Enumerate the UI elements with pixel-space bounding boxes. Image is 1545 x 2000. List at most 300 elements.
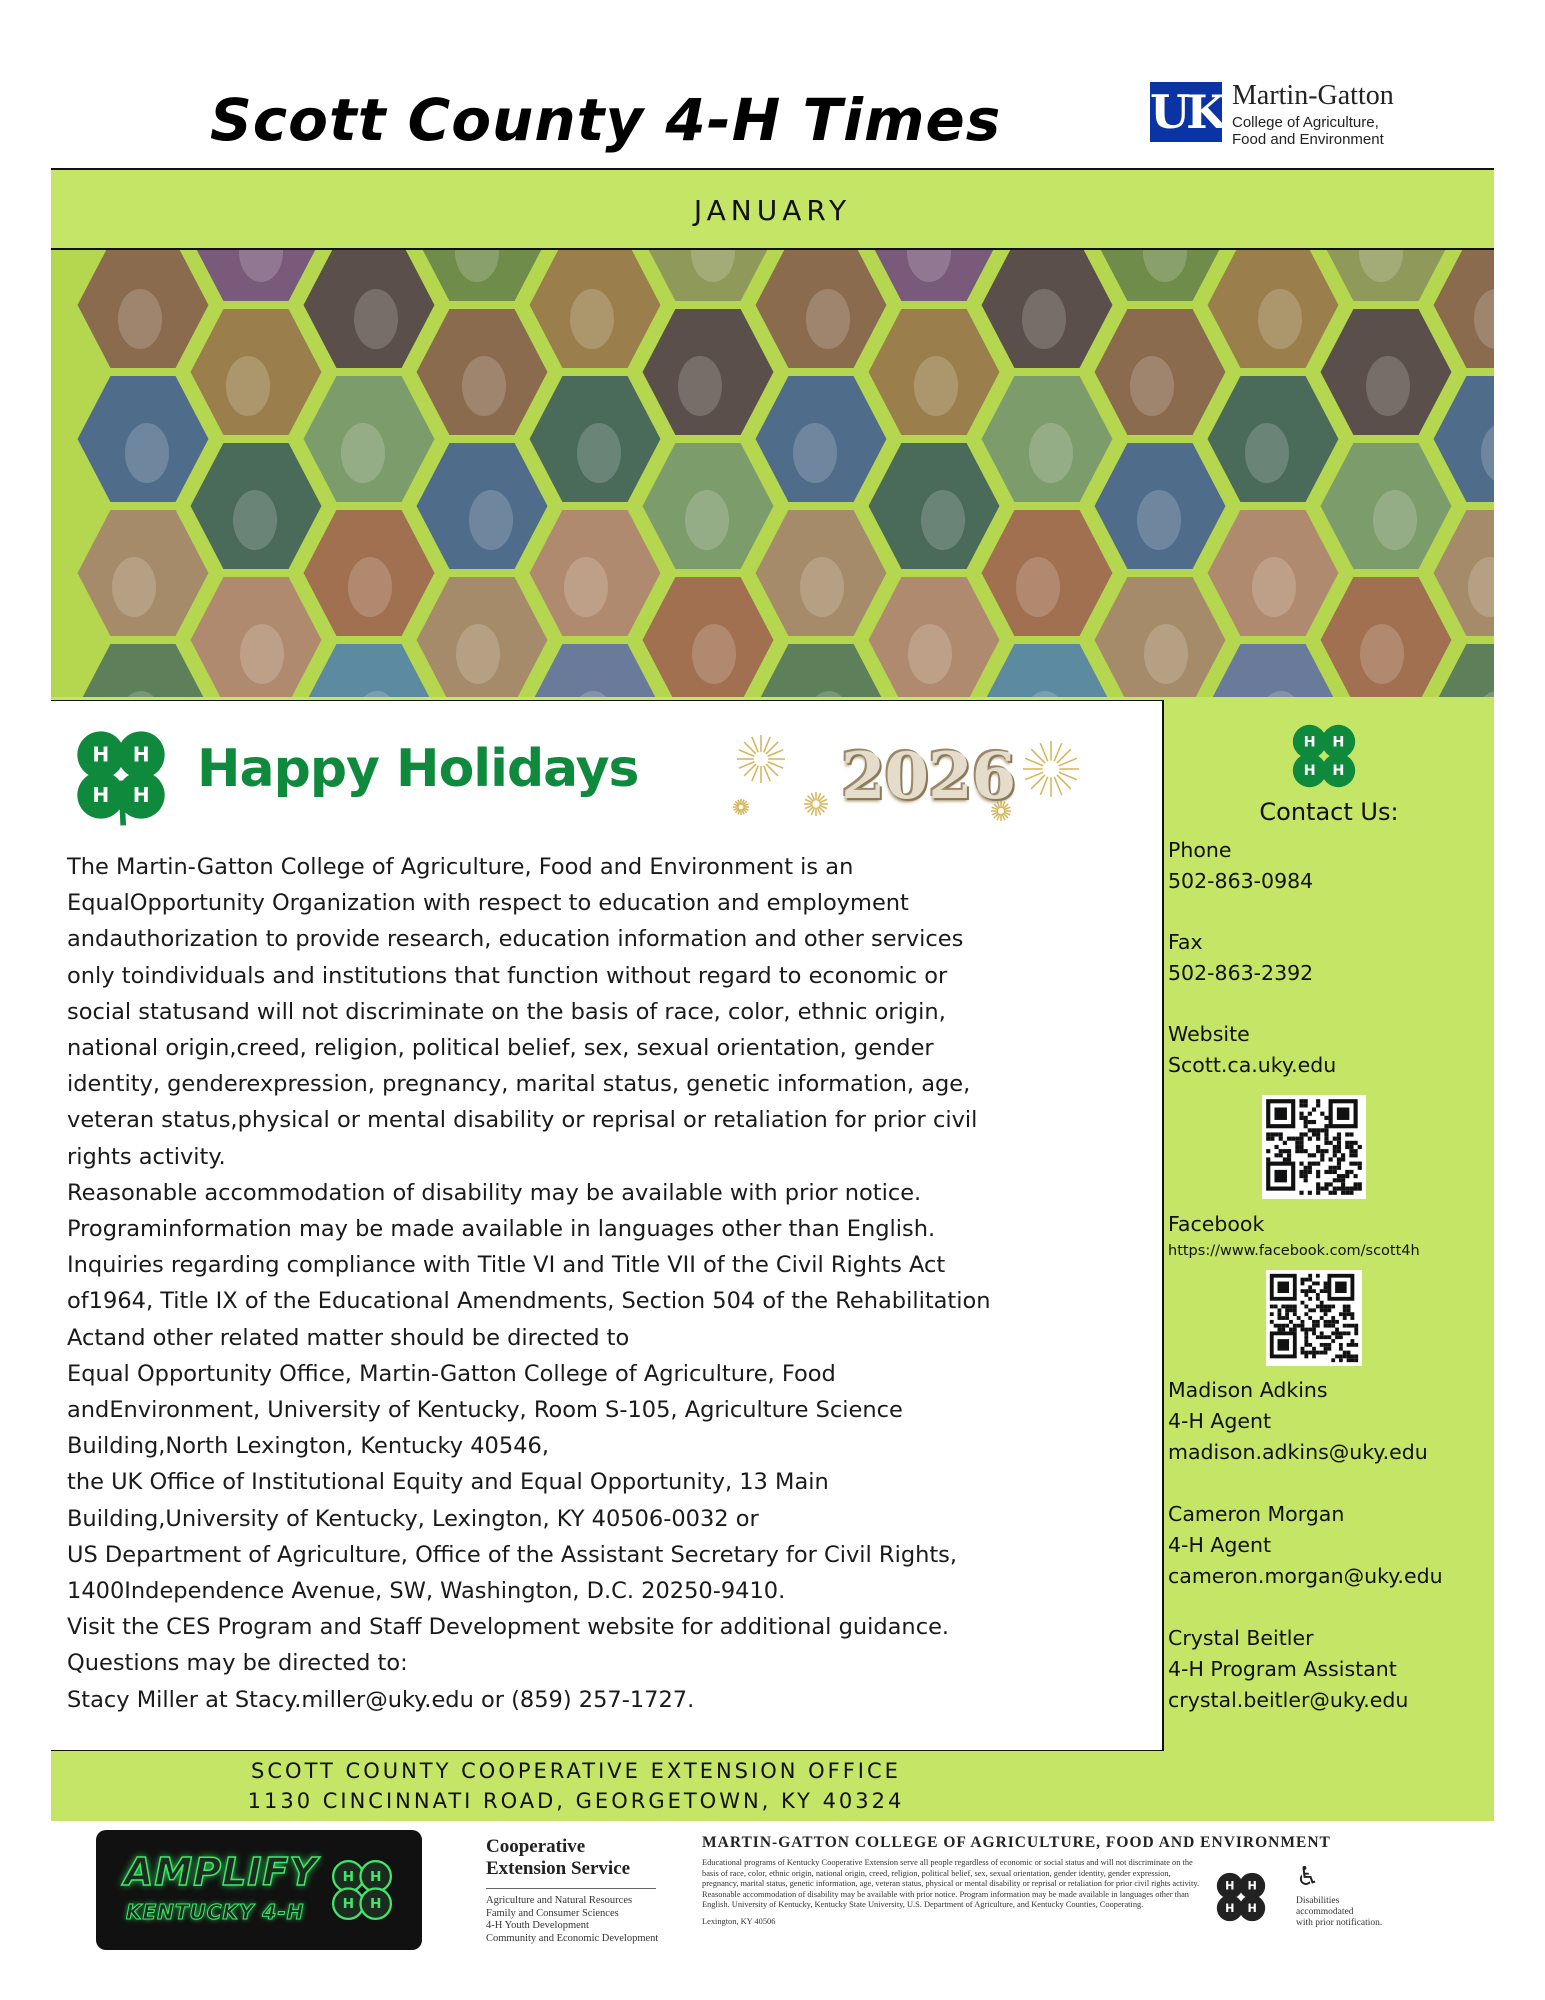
qr-module	[1341, 1178, 1345, 1182]
qr-module	[1299, 1162, 1303, 1166]
qr-module	[1304, 1289, 1308, 1293]
qr-module	[1320, 1351, 1324, 1355]
statement-line: the UK Office of Institutional Equity and Equal Opportunity, 13 Main	[67, 1469, 829, 1496]
qr-module	[1312, 1354, 1316, 1358]
qr-module	[1312, 1153, 1316, 1157]
qr-module	[1312, 1308, 1316, 1312]
photo-subject	[1258, 289, 1302, 349]
qr-module	[1339, 1358, 1343, 1362]
qr-module	[1299, 1191, 1303, 1195]
ces-program: 4-H Youth Development	[486, 1920, 589, 1931]
qr-module	[1349, 1170, 1353, 1174]
ces-program: Agriculture and Natural Resources	[486, 1895, 633, 1906]
statement-line: Programinformation may be made available in languages other than English.	[67, 1216, 936, 1243]
photo-subject	[914, 356, 958, 416]
qr-module	[1316, 1324, 1320, 1328]
equal-opportunity-statement	[67, 849, 1157, 1718]
staff-name: Madison Adkins	[1168, 1378, 1328, 1402]
photo-subject	[1366, 356, 1410, 416]
qr-module	[1337, 1149, 1341, 1153]
qr-module	[1299, 1145, 1303, 1149]
qr-module	[1341, 1153, 1345, 1157]
qr-module	[1339, 1343, 1343, 1347]
qr-module	[1316, 1187, 1320, 1191]
qr-module	[1324, 1351, 1328, 1355]
qr-module	[1316, 1145, 1320, 1149]
qr-module	[1289, 1305, 1293, 1309]
issue-month: JANUARY	[693, 194, 852, 227]
qr-module	[1333, 1149, 1337, 1153]
qr-module	[1287, 1137, 1291, 1141]
statement-line: Actand other related matter should be directed to	[67, 1324, 630, 1351]
qr-module	[1324, 1149, 1328, 1153]
qr-module	[1337, 1132, 1341, 1136]
qr-module	[1333, 1137, 1337, 1141]
qr-module	[1324, 1137, 1328, 1141]
qr-module	[1331, 1324, 1335, 1328]
contact-heading: Contact Us:	[1259, 798, 1399, 826]
photo-subject	[800, 557, 844, 617]
qr-module	[1343, 1354, 1347, 1358]
photo-subject	[1252, 557, 1296, 617]
qr-module	[1304, 1335, 1308, 1339]
photo-subject	[240, 624, 284, 684]
qr-module	[1278, 1324, 1282, 1328]
qr-module	[1349, 1141, 1353, 1145]
amplify-wordmark: AMPLIFY	[124, 1850, 318, 1894]
svg-text:H: H	[132, 782, 150, 807]
statement-line: EqualOpportunity Organization with respect to education and employment	[67, 890, 909, 917]
qr-module	[1274, 1324, 1278, 1328]
qr-module	[1331, 1316, 1335, 1320]
statement-line: identity, genderexpression, pregnancy, marital status, genetic information, age,	[67, 1071, 971, 1098]
uk-college-logo	[1150, 78, 1430, 148]
uk-logo-subtitle	[1232, 114, 1432, 148]
qr-module	[1324, 1343, 1328, 1347]
qr-module	[1312, 1324, 1316, 1328]
qr-module	[1347, 1358, 1351, 1362]
ces-title-line-2: Extension Service	[486, 1858, 631, 1879]
qr-finder-center	[1337, 1107, 1349, 1119]
qr-module	[1270, 1305, 1274, 1309]
photo-subject	[469, 490, 513, 550]
svg-text:H: H	[342, 1868, 355, 1885]
qr-module	[1281, 1305, 1285, 1309]
qr-module	[1327, 1308, 1331, 1312]
statement-line: Equal Opportunity Office, Martin-Gatton College of Agriculture, Food	[67, 1360, 836, 1387]
photo-subject	[685, 490, 729, 550]
qr-module	[1308, 1285, 1312, 1289]
qr-module	[1320, 1308, 1324, 1312]
photo-collage	[51, 250, 1494, 697]
qr-module	[1299, 1137, 1303, 1141]
qr-module	[1324, 1128, 1328, 1132]
qr-module	[1285, 1324, 1289, 1328]
qr-module	[1287, 1149, 1291, 1153]
qr-module	[1329, 1141, 1333, 1145]
qr-module	[1312, 1328, 1316, 1332]
website-link[interactable]: Scott.ca.uky.edu	[1168, 1053, 1337, 1077]
qr-module	[1285, 1308, 1289, 1312]
qr-module	[1331, 1331, 1335, 1335]
staff-email[interactable]: crystal.beitler@uky.edu	[1168, 1688, 1409, 1712]
ces-title-line-1: Cooperative	[486, 1836, 586, 1857]
qr-module	[1341, 1174, 1345, 1178]
staff-name: Crystal Beitler	[1168, 1626, 1314, 1650]
qr-module	[1281, 1328, 1285, 1332]
qr-module	[1299, 1116, 1303, 1120]
qr-module	[1266, 1132, 1270, 1136]
qr-module	[1333, 1153, 1337, 1157]
qr-module	[1270, 1132, 1274, 1136]
photo-subject	[1245, 423, 1289, 483]
qr-module	[1279, 1132, 1283, 1136]
qr-module	[1354, 1324, 1358, 1328]
statement-line: only toindividuals and institutions that function without regard to economic or	[67, 962, 948, 989]
qr-module	[1293, 1312, 1297, 1316]
qr-module	[1358, 1145, 1362, 1149]
qr-module	[1329, 1166, 1333, 1170]
qr-module	[1304, 1174, 1308, 1178]
qr-module	[1354, 1328, 1358, 1332]
disability-line: with prior notification.	[1296, 1918, 1383, 1928]
qr-module	[1301, 1289, 1305, 1293]
statement-line: Reasonable accommodation of disability may be available with prior notice.	[67, 1179, 922, 1206]
main-article	[51, 700, 1164, 1752]
qr-module	[1316, 1351, 1320, 1355]
qr-module	[1304, 1178, 1308, 1182]
qr-module	[1337, 1187, 1341, 1191]
month-banner	[51, 168, 1494, 250]
qr-module	[1349, 1145, 1353, 1149]
qr-module	[1337, 1137, 1341, 1141]
qr-module	[1347, 1343, 1351, 1347]
qr-module	[1337, 1145, 1341, 1149]
qr-module	[1331, 1339, 1335, 1343]
statement-line: Stacy Miller at Stacy.miller@uky.edu or (859) 257-1727.	[67, 1686, 695, 1713]
qr-module	[1354, 1331, 1358, 1335]
qr-module	[1299, 1099, 1303, 1103]
qr-module	[1316, 1149, 1320, 1153]
uk-logo-mark: UK	[1150, 82, 1222, 142]
qr-module	[1270, 1312, 1274, 1316]
qr-module	[1308, 1278, 1312, 1282]
photo-subject	[233, 490, 277, 550]
qr-finder-center	[1274, 1170, 1286, 1182]
qr-module	[1285, 1312, 1289, 1316]
qr-module	[1320, 1153, 1324, 1157]
staff-name: Cameron Morgan	[1168, 1502, 1345, 1526]
qr-module	[1308, 1153, 1312, 1157]
qr-module	[1299, 1141, 1303, 1145]
qr-module	[1324, 1132, 1328, 1136]
staff-email[interactable]: madison.adkins@uky.edu	[1168, 1440, 1428, 1464]
qr-module	[1308, 1112, 1312, 1116]
photo-subject	[1373, 490, 1417, 550]
qr-module	[1312, 1347, 1316, 1351]
qr-module	[1347, 1324, 1351, 1328]
qr-finder-center	[1335, 1282, 1347, 1294]
qr-module	[1274, 1305, 1278, 1309]
qr-module	[1279, 1137, 1283, 1141]
qr-module	[1324, 1116, 1328, 1120]
statement-line: veteran status,physical or mental disability or reprisal or retaliation for prior civil	[67, 1107, 978, 1134]
svg-text:H: H	[1225, 1901, 1235, 1915]
qr-module	[1337, 1157, 1341, 1161]
qr-module	[1335, 1320, 1339, 1324]
website-qr-code	[1262, 1095, 1366, 1199]
photo-subject	[456, 624, 500, 684]
qr-module	[1316, 1293, 1320, 1297]
qr-module	[1324, 1335, 1328, 1339]
qr-module	[1345, 1145, 1349, 1149]
qr-module	[1304, 1116, 1308, 1120]
qr-module	[1299, 1170, 1303, 1174]
facebook-qr-code	[1266, 1270, 1362, 1366]
college-statement: Educational programs of Kentucky Cooperative Extension serve all people regardless of economic or social status and will not discriminate on the basis of race, color, ethnic origin, national origin, creed, religion, political belief, sex, sexual orientation, gender identity, gender expression, pregnancy, marital status, genetic information, age, veteran status, physical or mental disability or reprisal or retaliation for prior civil rights activity. Reasonable accommodation of disability may be available with prior notice. Program information may be made available in languages other than English. University of Kentucky, Kentucky State University, U.S. Department of Agriculture, and Kentucky Counties, Cooperating.	[702, 1858, 1200, 1910]
qr-module	[1337, 1174, 1341, 1178]
statement-line: andauthorization to provide research, education information and other services	[67, 926, 964, 953]
qr-finder-center	[1278, 1282, 1290, 1294]
qr-module	[1354, 1162, 1358, 1166]
svg-text:H: H	[1303, 734, 1316, 751]
qr-module	[1316, 1305, 1320, 1309]
qr-module	[1345, 1170, 1349, 1174]
qr-module	[1304, 1293, 1308, 1297]
statement-line: US Department of Agriculture, Office of the Assistant Secretary for Civil Rights,	[67, 1541, 958, 1568]
qr-module	[1329, 1182, 1333, 1186]
qr-module	[1304, 1312, 1308, 1316]
qr-module	[1354, 1153, 1358, 1157]
qr-module	[1320, 1187, 1324, 1191]
qr-module	[1295, 1137, 1299, 1141]
qr-module	[1349, 1187, 1353, 1191]
qr-module	[1270, 1320, 1274, 1324]
qr-module	[1343, 1305, 1347, 1309]
qr-module	[1349, 1153, 1353, 1157]
qr-module	[1324, 1124, 1328, 1128]
qr-module	[1324, 1182, 1328, 1186]
photo-subject	[1144, 624, 1188, 684]
qr-module	[1345, 1132, 1349, 1136]
fax-label: Fax	[1168, 930, 1203, 954]
qr-module	[1287, 1157, 1291, 1161]
qr-module	[1291, 1137, 1295, 1141]
photo-subject	[226, 356, 270, 416]
qr-module	[1316, 1274, 1320, 1278]
qr-module	[1333, 1187, 1337, 1191]
qr-module	[1335, 1335, 1339, 1339]
photo-subject	[118, 289, 162, 349]
statement-line: Questions may be directed to:	[67, 1650, 408, 1677]
qr-module	[1299, 1103, 1303, 1107]
svg-text:H: H	[132, 742, 150, 767]
qr-module	[1320, 1112, 1324, 1116]
disability-line: Disabilities	[1296, 1896, 1340, 1906]
qr-module	[1358, 1166, 1362, 1170]
qr-module	[1337, 1178, 1341, 1182]
qr-module	[1308, 1162, 1312, 1166]
qr-module	[1308, 1170, 1312, 1174]
photo-subject	[908, 624, 952, 684]
qr-module	[1333, 1170, 1337, 1174]
qr-module	[1324, 1308, 1328, 1312]
qr-module	[1354, 1149, 1358, 1153]
qr-module	[1341, 1191, 1345, 1195]
amplify-kentucky-4h-logo	[96, 1830, 422, 1950]
ces-program: Community and Economic Development	[486, 1932, 659, 1944]
qr-module	[1331, 1305, 1335, 1309]
qr-module	[1279, 1153, 1283, 1157]
qr-module	[1333, 1191, 1337, 1195]
qr-module	[1339, 1312, 1343, 1316]
qr-module	[1304, 1305, 1308, 1309]
qr-module	[1341, 1187, 1345, 1191]
qr-module	[1354, 1141, 1358, 1145]
qr-module	[1343, 1308, 1347, 1312]
svg-text:H: H	[342, 1896, 355, 1913]
website-label: Website	[1168, 1022, 1250, 1046]
statement-line: national origin,creed, religion, political belief, sex, sexual orientation, gender	[67, 1035, 934, 1062]
qr-module	[1358, 1162, 1362, 1166]
qr-module	[1295, 1149, 1299, 1153]
qr-module	[1301, 1328, 1305, 1332]
statement-line: Visit the CES Program and Staff Development website for additional guidance.	[67, 1614, 950, 1641]
qr-module	[1308, 1128, 1312, 1132]
office-address-bar	[51, 1751, 1494, 1821]
qr-finder-center	[1274, 1107, 1286, 1119]
qr-module	[1327, 1320, 1331, 1324]
qr-module	[1266, 1137, 1270, 1141]
qr-module	[1293, 1324, 1297, 1328]
qr-module	[1354, 1187, 1358, 1191]
qr-module	[1299, 1174, 1303, 1178]
qr-module	[1320, 1128, 1324, 1132]
qr-module	[1316, 1320, 1320, 1324]
qr-module	[1320, 1289, 1324, 1293]
qr-module	[1316, 1128, 1320, 1132]
qr-module	[1333, 1178, 1337, 1182]
qr-module	[1278, 1316, 1282, 1320]
qr-module	[1312, 1107, 1316, 1111]
qr-module	[1320, 1331, 1324, 1335]
qr-module	[1308, 1297, 1312, 1301]
qr-module	[1297, 1316, 1301, 1320]
qr-module	[1301, 1301, 1305, 1305]
qr-module	[1343, 1316, 1347, 1320]
ces-divider	[486, 1888, 656, 1889]
uk-logo-subtitle-line-1: College of Agriculture,	[1232, 114, 1379, 131]
qr-module	[1308, 1166, 1312, 1170]
office-address: 1130 CINCINNATI ROAD, GEORGETOWN, KY 40324	[247, 1789, 905, 1813]
qr-module	[1304, 1124, 1308, 1128]
qr-module	[1312, 1120, 1316, 1124]
qr-module	[1308, 1191, 1312, 1195]
qr-module	[1308, 1343, 1312, 1347]
qr-module	[1345, 1187, 1349, 1191]
newsletter-title: Scott County 4-H Times	[210, 86, 1002, 154]
qr-module	[1285, 1305, 1289, 1309]
qr-module	[1350, 1339, 1354, 1343]
qr-module	[1312, 1162, 1316, 1166]
qr-module	[1350, 1316, 1354, 1320]
svg-text:H: H	[369, 1896, 382, 1913]
qr-module	[1283, 1141, 1287, 1145]
photo-subject	[112, 557, 156, 617]
qr-module	[1350, 1312, 1354, 1316]
statement-line: The Martin-Gatton College of Agriculture, Food and Environment is an	[67, 854, 854, 880]
statement-line: 1400Independence Avenue, SW, Washington, D.C. 20250-9410.	[67, 1578, 786, 1605]
photo-subject	[1130, 356, 1174, 416]
qr-module	[1316, 1132, 1320, 1136]
qr-module	[1320, 1343, 1324, 1347]
qr-module	[1324, 1170, 1328, 1174]
photo-subject	[921, 490, 965, 550]
qr-module	[1320, 1316, 1324, 1320]
phone-number[interactable]: 502-863-0984	[1168, 869, 1314, 893]
qr-module	[1349, 1162, 1353, 1166]
staff-email[interactable]: cameron.morgan@uky.edu	[1168, 1564, 1443, 1588]
qr-module	[1289, 1308, 1293, 1312]
qr-module	[1324, 1289, 1328, 1293]
qr-module	[1343, 1351, 1347, 1355]
photo-subject	[348, 557, 392, 617]
qr-module	[1347, 1331, 1351, 1335]
qr-module	[1304, 1354, 1308, 1358]
qr-module	[1304, 1278, 1308, 1282]
qr-module	[1347, 1312, 1351, 1316]
qr-module	[1304, 1351, 1308, 1355]
ces-program: Family and Consumer Sciences	[486, 1907, 619, 1919]
staff-role: 4-H Agent	[1168, 1409, 1272, 1433]
qr-module	[1312, 1331, 1316, 1335]
qr-module	[1274, 1153, 1278, 1157]
qr-module	[1308, 1328, 1312, 1332]
qr-module	[1316, 1335, 1320, 1339]
facebook-link[interactable]: https://www.facebook.com/scott4h	[1168, 1243, 1420, 1259]
qr-module	[1299, 1149, 1303, 1153]
qr-module	[1324, 1282, 1328, 1286]
photo-subject	[577, 423, 621, 483]
qr-module	[1304, 1170, 1308, 1174]
qr-module	[1339, 1347, 1343, 1351]
holiday-greeting: Happy Holidays	[197, 739, 639, 799]
qr-module	[1274, 1145, 1278, 1149]
qr-module	[1339, 1335, 1343, 1339]
photo-subject	[125, 423, 169, 483]
qr-module	[1339, 1331, 1343, 1335]
qr-module	[1289, 1320, 1293, 1324]
qr-module	[1324, 1141, 1328, 1145]
qr-module	[1270, 1137, 1274, 1141]
svg-text:H: H	[92, 782, 110, 807]
qr-module	[1331, 1358, 1335, 1362]
qr-module	[1354, 1174, 1358, 1178]
qr-module	[1308, 1120, 1312, 1124]
qr-module	[1304, 1166, 1308, 1170]
qr-module	[1301, 1282, 1305, 1286]
qr-module	[1308, 1274, 1312, 1278]
photo-subject	[1029, 423, 1073, 483]
qr-module	[1350, 1354, 1354, 1358]
qr-module	[1312, 1289, 1316, 1293]
qr-module	[1354, 1343, 1358, 1347]
photo-subject	[1360, 624, 1404, 684]
photo-subject	[462, 356, 506, 416]
qr-module	[1301, 1320, 1305, 1324]
qr-module	[1301, 1347, 1305, 1351]
qr-module	[1337, 1166, 1341, 1170]
